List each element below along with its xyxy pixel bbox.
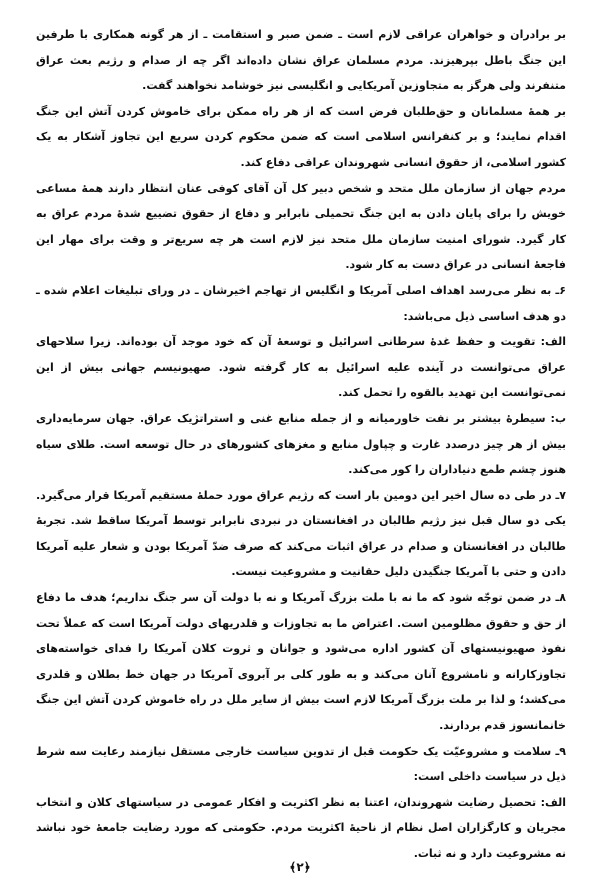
paragraph: الف: تحصیل رضایت شهروندان، اعتنا به نظر اکثریت و افکار عمومی در سیاستهای کلان و انتخاب مجریان و کارگزاران اصل نظام از ناحیهٔ اکثریت مردم. حکومتی که مورد رضایت جامعهٔ خود نباشد نه مشروعیت دارد و نه ثبات.	[36, 795, 566, 860]
paragraph: ۶ـ به نظر می‌رسد اهداف اصلی آمریکا و انگلیس از تهاجم اخیرشان ـ در ورای تبلیغات اعلام شده ـ دو هدف اساسی ذیل می‌باشد:	[36, 283, 566, 323]
paragraph: ۸ـ در ضمن توجّه شود که ما نه با ملت بزرگ آمریکا و نه با دولت آن سر جنگ نداریم؛ هدف ما دفاع از حق و حقوق مظلومین است. اعتراض ما به تجاوزات و قلدریهای دولت آمریکا است که عملاً تحت نفوذ صهیونیستهای آن کشور اداره می‌شود و جوانان و ثروت کلان آمریکا را فدای خواسته‌های تجاوزکارانه و نامشروع آنان می‌کند و به طور کلی بر آبروی آمریکا در جهان خط بطلان و قلدری می‌کشد؛ و لذا بر ملت بزرگ آمریکا لازم است بیش از سایر ملل در راه خاموش کردن آتش این جنگ خانمانسوز قدم بردارند.	[36, 591, 566, 733]
paragraph: الف: تقویت و حفظ غدهٔ سرطانی اسرائیل و توسعهٔ آن که خود موجد آن بوده‌اند. زیرا سلاحهای عراق می‌توانست در آینده علیه اسرائیل به کار گرفته شود. صهیونیسم جهانی بیش از این نمی‌توانست این تهدید بالقوه را تحمل کند.	[36, 335, 566, 400]
paragraph: بر برادران و خواهران عراقی لازم است ـ ضمن صبر و استقامت ـ از هر گونه همکاری با طرفین این جنگ باطل بپرهیزند. مردم مسلمان عراق نشان داده‌اند اگر چه از صدام و رژیم بعث عراق متنفرند ولی هرگز به متجاوزین آمریکایی و انگلیسی نیز خوشامد نخواهند گفت.	[36, 28, 566, 93]
paragraph: مردم جهان از سازمان ملل متحد و شخص دبیر کل آن آقای کوفی عنان انتظار دارند همهٔ مساعی خویش را برای پایان دادن به این جنگ تحمیلی نابرابر و دفاع از حقوق تضییع شدهٔ مردم عراق به کار گیرد. شورای امنیت سازمان ملل متحد نیز لازم است هر چه سریع‌تر و وقت برای مهار این فاجعهٔ انسانی در عراق دست به کار شود.	[36, 181, 566, 272]
paragraph: ب: سیطرهٔ بیشتر بر نفت خاورمیانه و از جمله منابع غنی و استراتژیک عراق. جهان سرمایه‌داری بیش از هر چیز درصدد غارت و چپاول منابع و مغزهای کشورهای در حال توسعه است. طلای سیاه هنوز چشم طمع دنیاداران را کور می‌کند.	[36, 411, 566, 477]
paragraph: بر همهٔ مسلمانان و حق‌طلبان فرض است که از هر راه ممکن برای خاموش کردن آتش این جنگ اقدام نمایند؛ و بر کنفرانس اسلامی است که ضمن محکوم کردن سریع این تجاوز آشکار به یک کشور اسلامی، از حقوق انسانی شهروندان عراقی دفاع کند.	[36, 104, 566, 169]
body-text	[36, 22, 566, 867]
page-number: ﴿۲﴾	[289, 860, 311, 874]
paragraph: ۷ـ در طی ده سال اخیر این دومین بار است که رژیم عراق مورد حملهٔ مستقیم آمریکا قرار می‌گیرد. یکی دو سال قبل نیز رژیم طالبان در افغانستان در نبردی نابرابر توسط آمریکا ساقط شد. تجربهٔ طالبان در افغانستان و صدام در عراق اثبات می‌کند که صرف ضدّ آمریکا بودن و شعار علیه آمریکا دادن و حتی با آمریکا جنگیدن دلیل حقانیت و مشروعیت نیست.	[36, 488, 566, 579]
paragraph: ۹ـ سلامت و مشروعیّت یک حکومت قبل از تدوین سیاست خارجی مستقل نیازمند رعایت سه شرط ذیل در سیاست داخلی است:	[36, 744, 566, 784]
